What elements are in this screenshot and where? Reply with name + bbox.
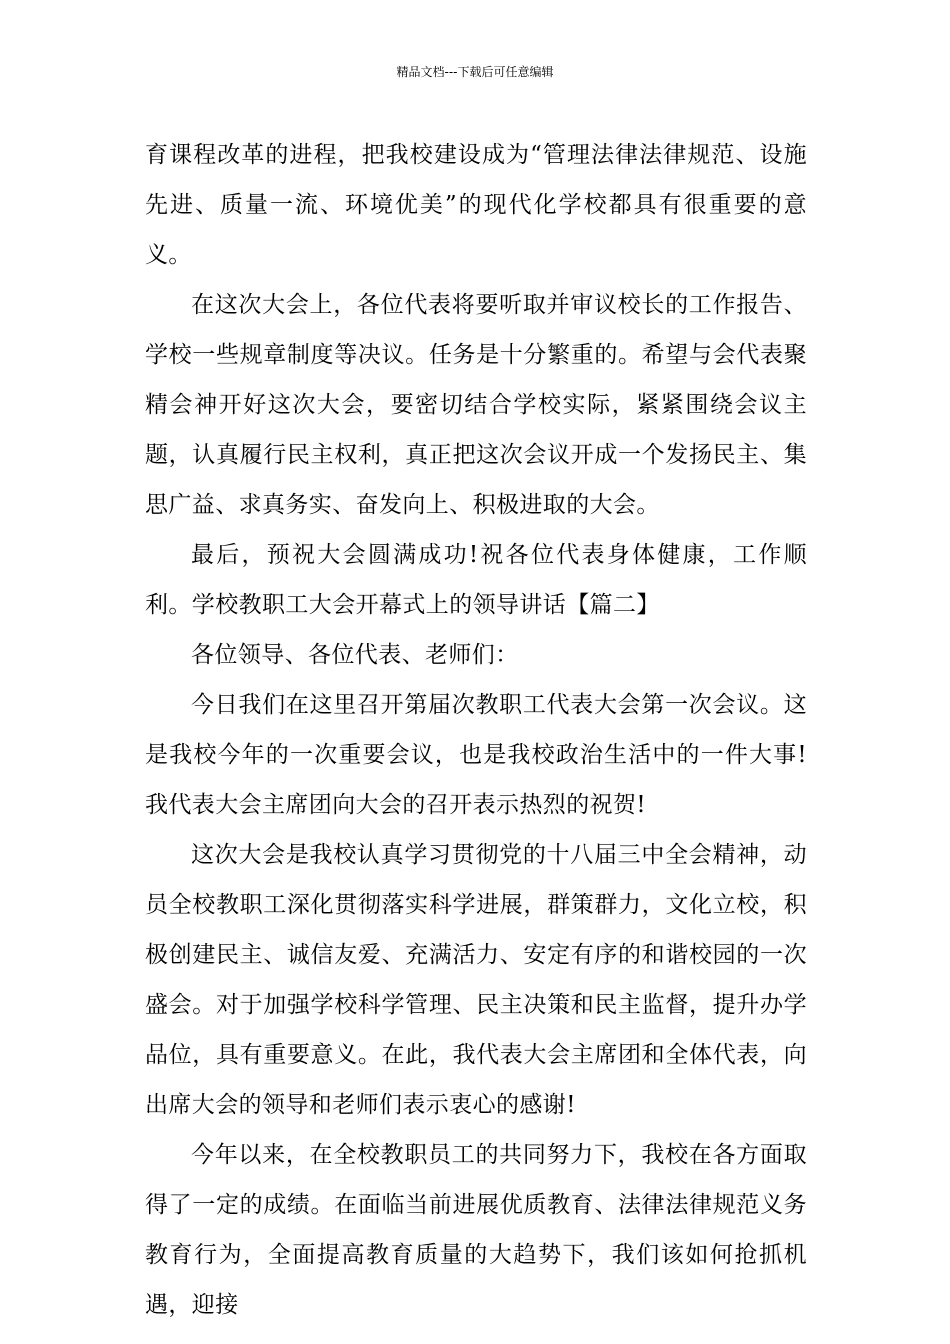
paragraph: 最后，预祝大会圆满成功!祝各位代表身体健康，工作顺利。学校教职工大会开幕式上的领导讲话【篇二】 [145, 542, 807, 618]
paragraph: 在这次大会上，各位代表将要听取并审议校长的工作报告、学校一些规章制度等决议。任务是十分繁重的。希望与会代表聚精会神开好这次大会，要密切结合学校实际，紧紧围绕会议主题，认真履行民主权利，真正把这次会议开成一个发扬民主、集思广益、求真务实、奋发向上、积极进取的大会。 [145, 292, 807, 518]
paragraph: 各位领导、各位代表、老师们： [191, 642, 519, 668]
paragraph: 这次大会是我校认真学习贯彻党的十八届三中全会精神，动员全校教职工深化贯彻落实科学进展，群策群力，文化立校，积极创建民主、诚信友爱、充满活力、安定有序的和谐校园的一次盛会。对于加强学校科学管理、民主决策和民主监督，提升办学品位，具有重要意义。在此，我代表大会主席团和全体代表，向出席大会的领导和老师们表示衷心的感谢! [145, 842, 807, 1118]
paragraph: 今日我们在这里召开第届次教职工代表大会第一次会议。这是我校今年的一次重要会议，也是我校政治生活中的一件大事!我代表大会主席团向大会的召开表示热烈的祝贺! [145, 692, 807, 818]
page-header: 精品文档---下载后可任意编辑 [396, 65, 554, 79]
paragraph: 今年以来，在全校教职员工的共同努力下，我校在各方面取得了一定的成绩。在面临当前进展优质教育、法律法律规范义务教育行为，全面提高教育质量的大趋势下，我们该如何抢抓机遇，迎接 [145, 1142, 807, 1318]
document-body [145, 130, 807, 1330]
paragraph: 育课程改革的进程，把我校建设成为“管理法律法律规范、设施先进、质量一流、环境优美”的现代化学校都具有很重要的意义。 [145, 142, 807, 268]
